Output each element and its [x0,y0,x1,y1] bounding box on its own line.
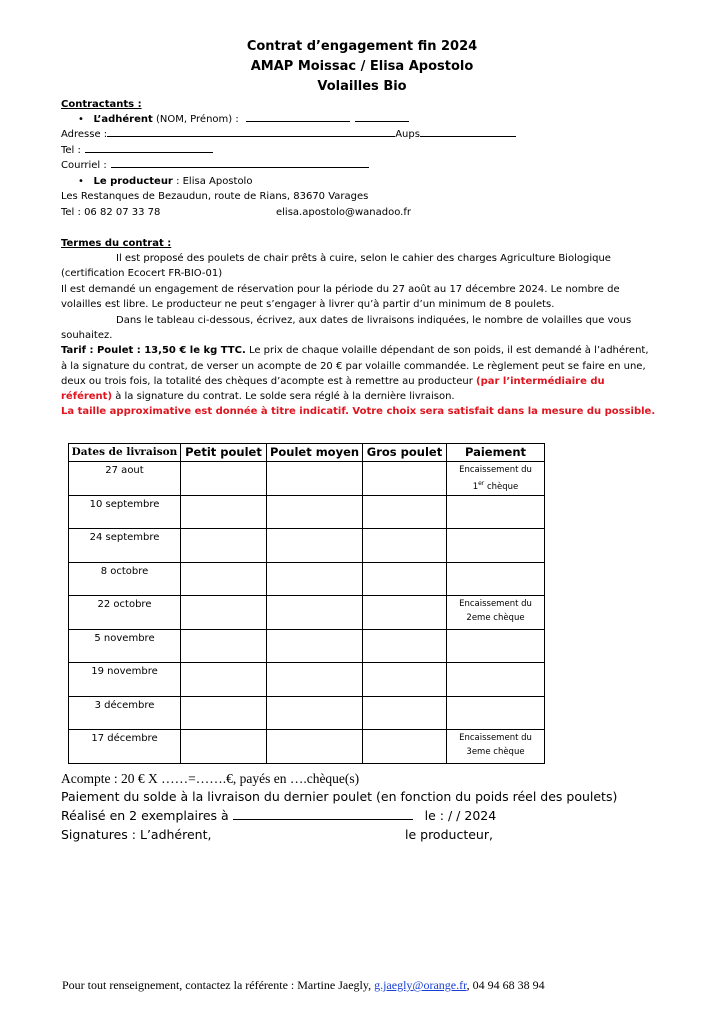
bullet-icon: • [78,176,84,187]
tarif-label: Tarif : Poulet : 13,50 € le kg TTC. [61,345,246,356]
header-petit: Petit poulet [181,444,267,462]
table-row [69,730,545,764]
header-gros: Gros poulet [363,444,447,462]
petit-cell[interactable] [181,462,267,496]
tel-label: Tel : [61,145,81,156]
termes-p5 [61,374,605,390]
delivery-date: 3 décembre [69,696,181,730]
table-row [69,663,545,697]
petit-cell[interactable] [181,562,267,596]
payment-line1: Encaissement du [459,599,532,609]
adherent-name-field[interactable] [246,112,350,122]
size-warning: La taille approximative est donnée à titre indicatif. Votre choix sera satisfait dans la mesure du possible. [61,406,656,417]
courriel-line [61,158,369,174]
termes-p5-text: deux ou trois fois, la totalité des chèques d’acompte est à remettre au producteur [61,376,473,387]
payment-cell [447,663,545,697]
header-moyen: Poulet moyen [267,444,363,462]
table-row [69,629,545,663]
adherent-line [78,112,409,128]
gros-cell[interactable] [363,529,447,563]
adherent-firstname-field[interactable] [355,112,409,122]
moyen-cell[interactable] [267,629,363,663]
payment-line1: Encaissement du [459,733,532,743]
termes-p3b: souhaitez. [61,330,113,341]
contract-title: Contrat d’engagement fin 2024 [246,39,478,54]
gros-cell[interactable] [363,596,447,630]
contract-product: Volailles Bio [317,79,407,94]
moyen-cell[interactable] [267,462,363,496]
moyen-cell[interactable] [267,596,363,630]
table-row [69,596,545,630]
gros-cell[interactable] [363,629,447,663]
producteur-line [78,174,252,190]
moyen-cell[interactable] [267,529,363,563]
table-header-row [69,444,545,462]
solde-line: Paiement du solde à la livraison du dernier poulet (en fonction du poids réel des poulets) [61,789,618,804]
moyen-cell[interactable] [267,495,363,529]
aups-field[interactable] [420,127,516,137]
adresse-label: Adresse : [61,129,108,140]
tarif-line [61,343,649,359]
payment-cell [447,529,545,563]
payment-line1: Encaissement du [459,465,532,475]
payment-line2: 3eme chèque [466,747,525,757]
contract-subtitle: AMAP Moissac / Elisa Apostolo [250,59,474,74]
delivery-date: 22 octobre [69,596,181,630]
gros-cell[interactable] [363,495,447,529]
producteur-email: elisa.apostolo@wanadoo.fr [276,207,411,218]
termes-p1: Il est proposé des poulets de chair prêts à cuire, selon le cahier des charges Agriculture Biologique [116,253,611,264]
termes-p4: à la signature du contrat, de verser un acompte de 20 € par volaille commandée. Le règlement peut se faire en une, [61,361,646,372]
gros-cell[interactable] [363,562,447,596]
termes-p6 [61,389,455,405]
aups-label: Aups [395,129,420,140]
contractants-heading: Contractants : [61,99,142,110]
payment-cell [447,462,545,496]
payment-cell [447,730,545,764]
moyen-cell[interactable] [267,562,363,596]
termes-p2a: Il est demandé un engagement de réservation pour la période du 27 août au 17 décembre 2024. Le nombre de [61,284,620,295]
petit-cell[interactable] [181,495,267,529]
termes-heading: Termes du contrat : [61,238,172,249]
realise-label: Réalisé en 2 exemplaires à [61,808,229,823]
realise-line [61,806,496,825]
petit-cell[interactable] [181,663,267,697]
contact-phone: , 04 94 68 38 94 [466,978,545,992]
producteur-tel: Tel : 06 82 07 33 78 [61,207,161,218]
termes-p6-red: référent) [61,391,113,402]
producteur-name: : Elisa Apostolo [176,176,253,187]
termes-p6-text: à la signature du contrat. Le solde sera réglé à la dernière livraison. [115,391,455,402]
signatures-label: Signatures : L’adhérent, [61,827,212,842]
termes-p2b: volailles est libre. Le producteur ne peut s’engager à livrer qu’à partir d’un minimum de 8 poulets. [61,299,555,310]
gros-cell[interactable] [363,663,447,697]
date-label: le : / / 2024 [424,808,497,823]
delivery-date: 8 octobre [69,562,181,596]
petit-cell[interactable] [181,596,267,630]
producteur-signature-label: le producteur, [405,827,493,842]
payment-line2: 1er chèque [472,480,519,492]
table-row [69,529,545,563]
payment-cell [447,495,545,529]
gros-cell[interactable] [363,462,447,496]
payment-cell [447,596,545,630]
petit-cell[interactable] [181,730,267,764]
adresse-field[interactable] [107,127,395,137]
moyen-cell[interactable] [267,730,363,764]
moyen-cell[interactable] [267,663,363,697]
delivery-date: 10 septembre [69,495,181,529]
producteur-address: Les Restanques de Bezaudun, route de Rians, 83670 Varages [61,191,369,202]
tel-field[interactable] [85,143,213,153]
acompte-line: Acompte : 20 € X ……=…….€, payés en ….chèque(s) [61,771,360,786]
termes-p5-red: (par l’intermédiaire du [476,376,605,387]
gros-cell[interactable] [363,730,447,764]
payment-line2: 2eme chèque [466,613,525,623]
delivery-date: 24 septembre [69,529,181,563]
tel-line [61,143,213,159]
moyen-cell[interactable] [267,696,363,730]
delivery-date: 5 novembre [69,629,181,663]
payment-cell [447,629,545,663]
contact-email-link[interactable]: g.jaegly@orange.fr [374,978,467,992]
tarif-text: Le prix de chaque volaille dépendant de son poids, il est demandé à l’adhérent, [248,345,649,356]
place-field[interactable] [233,808,413,820]
header-paiement: Paiement [447,444,545,462]
courriel-field[interactable] [111,158,369,168]
termes-p3a: Dans le tableau ci-dessous, écrivez, aux dates de livraisons indiquées, le nombre de volailles que vous [116,315,632,326]
petit-cell[interactable] [181,529,267,563]
payment-cell [447,562,545,596]
adherent-label: L’adhérent [93,114,153,125]
contact-line [62,977,545,993]
delivery-date: 27 aout [69,462,181,496]
payment-cell [447,696,545,730]
delivery-date: 17 décembre [69,730,181,764]
petit-cell[interactable] [181,696,267,730]
petit-cell[interactable] [181,629,267,663]
bullet-icon: • [78,114,84,125]
producteur-label: Le producteur [93,176,173,187]
adresse-line [61,127,516,143]
termes-p1b: (certification Ecocert FR-BIO-01) [61,268,223,279]
adherent-suffix: (NOM, Prénom) : [155,114,239,125]
contact-text: Pour tout renseignement, contactez la référente : Martine Jaegly, [62,978,372,992]
delivery-table [68,443,545,764]
gros-cell[interactable] [363,696,447,730]
delivery-date: 19 novembre [69,663,181,697]
header-dates: Dates de livraison [69,444,181,462]
courriel-label: Courriel : [61,160,107,171]
table-row [69,562,545,596]
table-row [69,495,545,529]
table-row [69,462,545,496]
table-row [69,696,545,730]
